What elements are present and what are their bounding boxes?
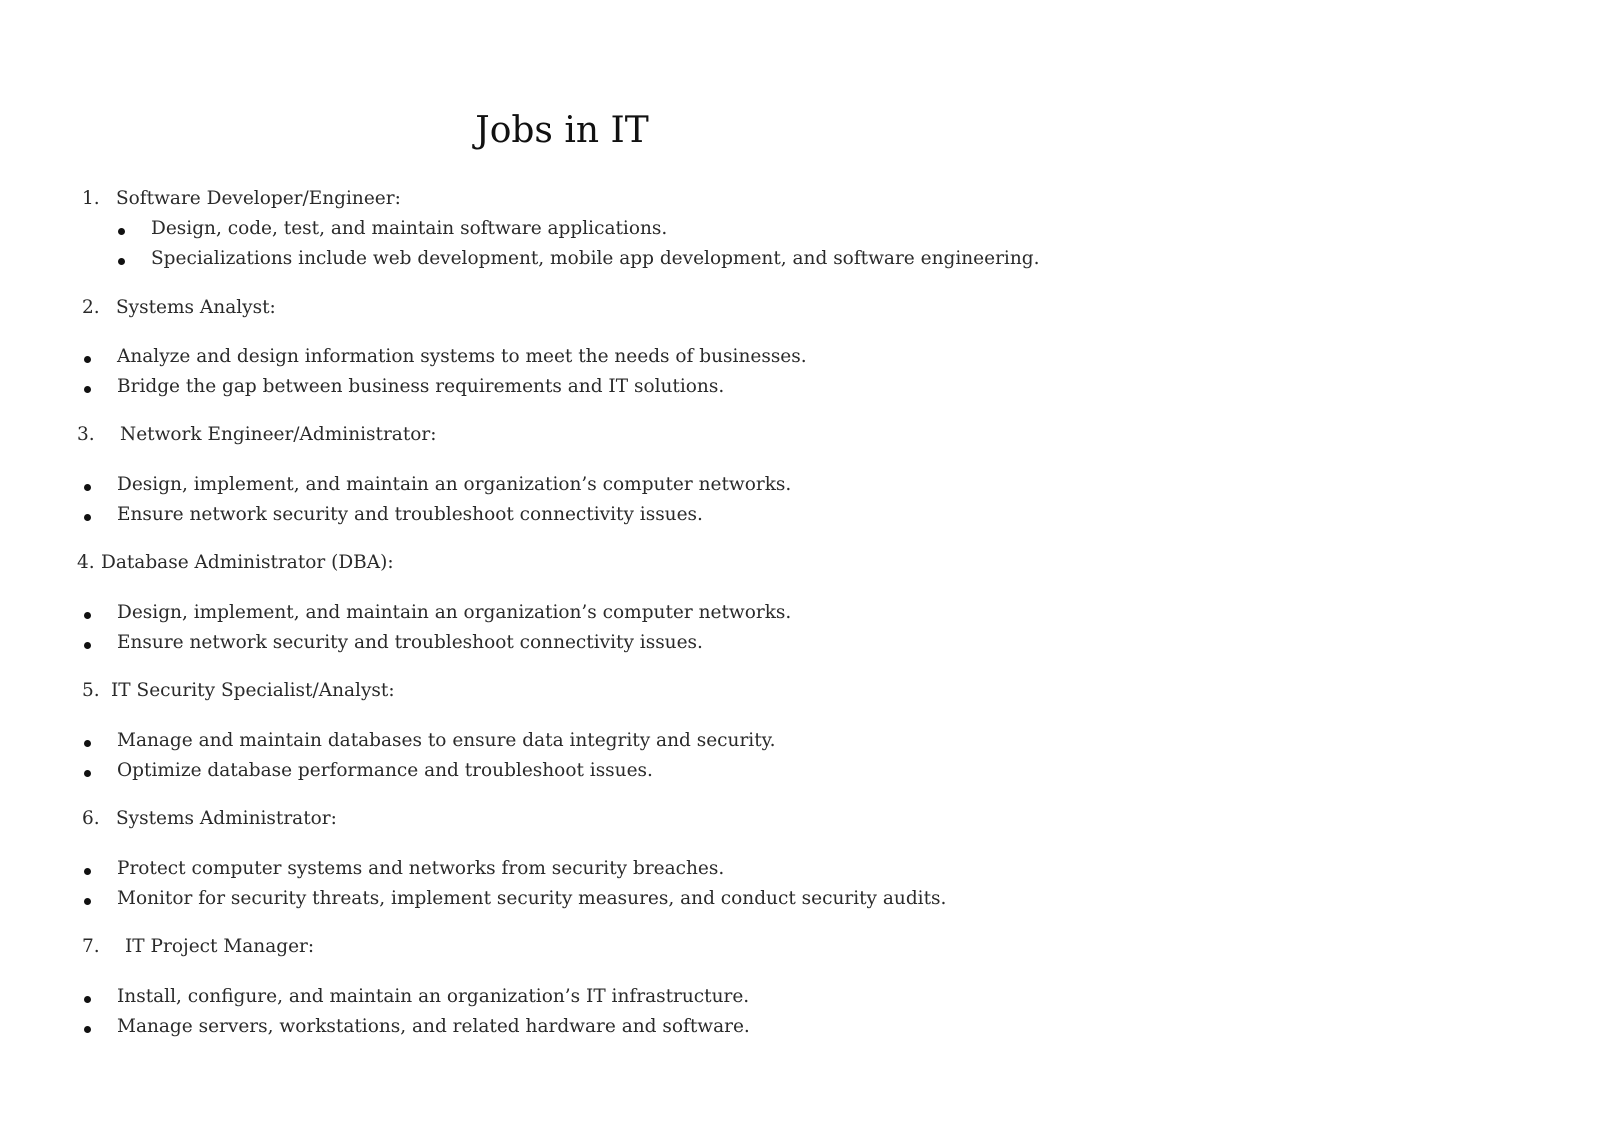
job-number: 1. <box>82 188 100 209</box>
bullet-icon <box>84 898 91 905</box>
bullet-icon <box>84 612 91 619</box>
job-bullet-text: Ensure network security and troubleshoot connectivity issues. <box>117 504 703 525</box>
bullet-icon <box>84 996 91 1003</box>
bullet-icon <box>84 868 91 875</box>
bullet-icon <box>84 770 91 777</box>
job-heading: Database Administrator (DBA): <box>101 552 394 573</box>
job-number: 2. <box>82 297 100 318</box>
bullet-icon <box>118 258 125 265</box>
bullet-icon <box>84 514 91 521</box>
bullet-icon <box>84 740 91 747</box>
job-heading: Systems Administrator: <box>116 808 337 829</box>
bullet-icon <box>84 1026 91 1033</box>
page-title: Jobs in IT <box>475 110 649 151</box>
job-heading: IT Project Manager: <box>125 936 315 957</box>
job-bullet-text: Design, implement, and maintain an organization’s computer networks. <box>117 602 792 623</box>
job-bullet-text: Specializations include web development, mobile app development, and software engineering. <box>151 248 1040 269</box>
job-heading: Software Developer/Engineer: <box>116 188 401 209</box>
job-bullet-text: Manage servers, workstations, and related hardware and software. <box>117 1016 750 1037</box>
job-number: 7. <box>82 936 100 957</box>
job-number: 5. <box>82 680 100 701</box>
job-heading: Systems Analyst: <box>116 297 276 318</box>
job-bullet-text: Optimize database performance and troubleshoot issues. <box>117 760 653 781</box>
bullet-icon <box>84 356 91 363</box>
job-number: 6. <box>82 808 100 829</box>
job-heading: IT Security Specialist/Analyst: <box>111 680 395 701</box>
job-heading: Network Engineer/Administrator: <box>120 424 437 445</box>
job-number: 3. <box>77 424 95 445</box>
job-bullet-text: Design, code, test, and maintain software applications. <box>151 218 668 239</box>
job-bullet-text: Install, configure, and maintain an organization’s IT infrastructure. <box>117 986 750 1007</box>
job-bullet-text: Protect computer systems and networks from security breaches. <box>117 858 725 879</box>
job-number: 4. <box>77 552 95 573</box>
job-bullet-text: Ensure network security and troubleshoot connectivity issues. <box>117 632 703 653</box>
job-bullet-text: Analyze and design information systems to meet the needs of businesses. <box>117 346 807 367</box>
job-bullet-text: Manage and maintain databases to ensure data integrity and security. <box>117 730 776 751</box>
bullet-icon <box>118 228 125 235</box>
job-bullet-text: Monitor for security threats, implement security measures, and conduct security audits. <box>117 888 947 909</box>
bullet-icon <box>84 642 91 649</box>
bullet-icon <box>84 386 91 393</box>
job-bullet-text: Design, implement, and maintain an organization’s computer networks. <box>117 474 792 495</box>
job-bullet-text: Bridge the gap between business requirements and IT solutions. <box>117 376 725 397</box>
bullet-icon <box>84 484 91 491</box>
